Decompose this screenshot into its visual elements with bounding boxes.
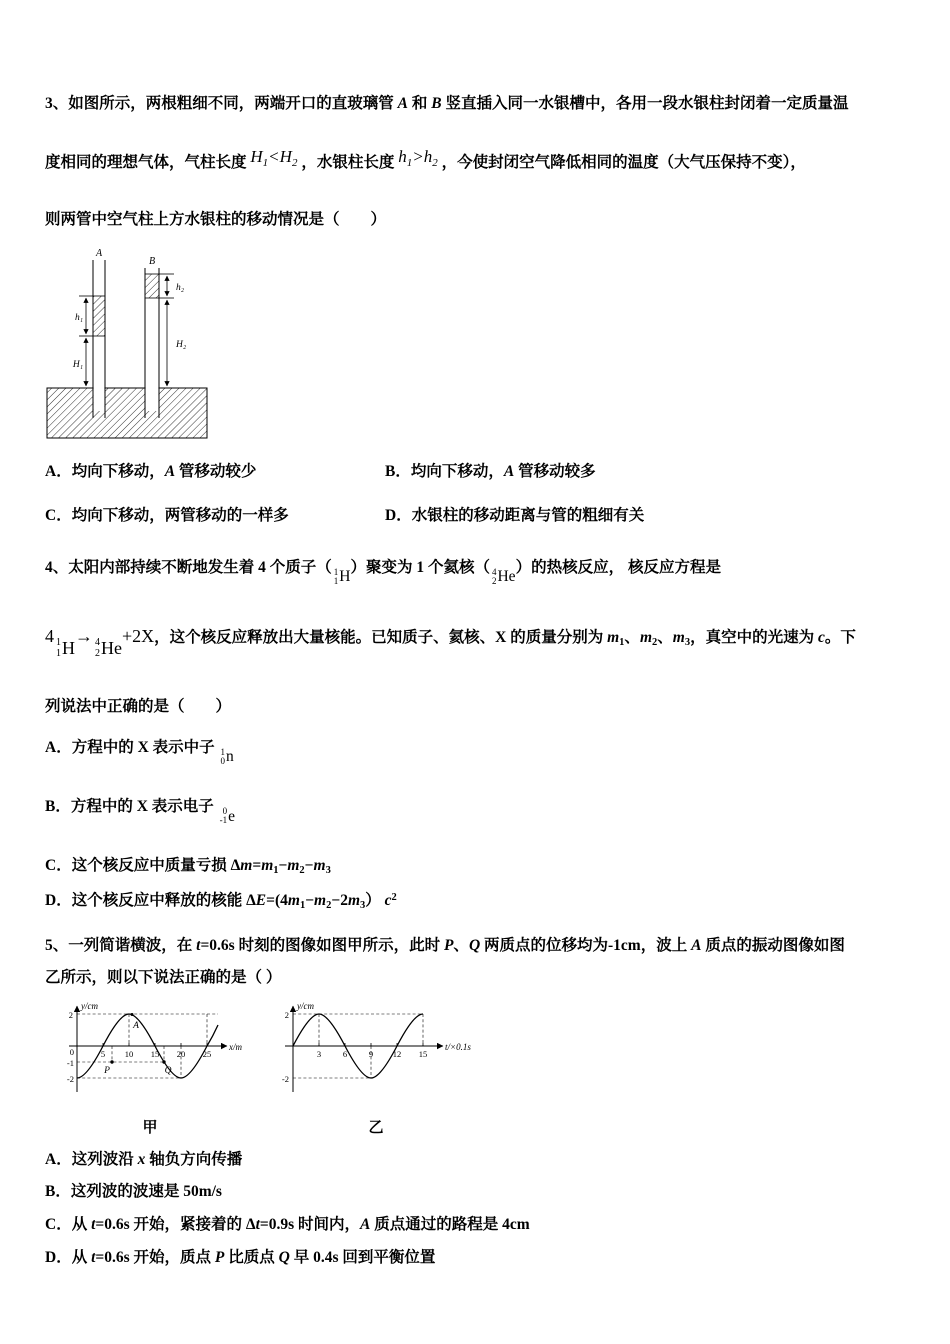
q3-option-d: D．水银柱的移动距离与管的粗细有关 xyxy=(385,507,645,525)
point-Q xyxy=(162,1060,165,1063)
wave-graph-yi-figure xyxy=(271,998,481,1137)
jia-xtick-5: 5 xyxy=(100,1048,106,1059)
q4-option-c: C．这个核反应中质量亏损 $\Delta m=m_1-m_2-m_3$ xyxy=(45,857,331,877)
jia-xtick-15: 15 xyxy=(150,1048,160,1059)
jia-ytick-m2: -2 xyxy=(66,1073,74,1084)
h2-label: h₂ xyxy=(176,283,185,294)
wave-graph-jia xyxy=(55,998,245,1114)
mercury-column-a xyxy=(93,296,105,336)
q5-option-a: A．这列波沿 x 轴负方向传播 xyxy=(45,1150,243,1168)
yi-caption: 乙 xyxy=(368,1119,384,1136)
q3-text-line-3: 则两管中空气柱上方水银柱的移动情况是（ ） xyxy=(45,211,387,229)
figure-wave-graphs xyxy=(55,998,905,1137)
q4-text-line-3: 列说法中正确的是（ ） xyxy=(45,697,232,715)
jia-ytick-2: 2 xyxy=(68,1009,73,1020)
question-5 xyxy=(45,934,905,1269)
yi-xlabel: t/×0.1s xyxy=(445,1041,471,1052)
jia-xtick-25: 25 xyxy=(202,1048,212,1059)
q3-text-line-2: 度相同的理想气体，气柱长度 H1<H2 ，水银柱长度 h1>h2 ，今使封闭空气降低相同的温度（大气压保持不变）， xyxy=(45,147,806,172)
jia-caption: 甲 xyxy=(142,1119,158,1136)
q5-option-c: C．从 t=0.6s 开始，紧接着的 Δt=0.9s 时间内，A 质点通过的路程是 4cm xyxy=(45,1216,530,1234)
yi-ytick-m2: -2 xyxy=(281,1073,289,1084)
figure-mercury-tubes xyxy=(45,246,905,447)
q3-text-line-1: 3、如图所示，两根粗细不同，两端开口的直玻璃管 A 和 B 竖直插入同一水银槽中，各用一段水银柱封闭着一定质量温 xyxy=(45,95,849,112)
q4-option-a: A．方程中的 X 表示中子 1 0 n xyxy=(45,738,234,767)
q5-option-d: D．从 t=0.6s 开始，质点 P 比质点 Q 早 0.4s 回到平衡位置 xyxy=(45,1248,436,1266)
jia-xtick-20: 20 xyxy=(176,1048,186,1059)
yi-xtick-6: 6 xyxy=(342,1048,348,1059)
q5-option-b: B．这列波的波速是 50m/s xyxy=(45,1183,222,1201)
q4-text-line-1: 4、太阳内部持续不断地发生着 4 个质子（ 1 1 H ）聚变为 1 个氦核（ 4 2 He ）的热核反应， 核反应方程是 xyxy=(45,558,721,587)
wave-graph-yi xyxy=(271,998,481,1114)
wave-graph-jia-figure xyxy=(55,998,245,1137)
point-A xyxy=(131,1013,134,1016)
point-P xyxy=(110,1060,113,1063)
tube-b-interior xyxy=(146,387,159,411)
jia-ytick-m1: -1 xyxy=(66,1057,74,1068)
yi-ytick-2: 2 xyxy=(284,1009,289,1020)
q5-text-line-1: 5、一列简谐横波，在 t=0.6s 时刻的图像如图甲所示，此时 P、Q 两质点的位移均为-1cm，波上 A 质点的振动图像如图 xyxy=(45,936,845,954)
tube-b-label: B xyxy=(148,256,156,268)
mercury-column-b xyxy=(145,274,159,298)
jia-point-P-label: P xyxy=(104,1065,110,1076)
h1-label: h₁ xyxy=(74,313,83,324)
jia-xlabel: x/m xyxy=(229,1041,242,1052)
q5-text-line-2: 乙所示，则以下说法正确的是（ ） xyxy=(45,968,282,986)
jia-ytick-0: 0 xyxy=(69,1046,74,1057)
q3-option-a: A．均向下移动，A 管移动较少 xyxy=(45,463,257,481)
yi-ylabel: y/cm xyxy=(297,1000,314,1011)
q3-option-b: B．均向下移动，A 管移动较多 xyxy=(385,463,596,481)
jia-point-A-label: A xyxy=(133,1020,139,1031)
q3-option-c: C．均向下移动，两管移动的一样多 xyxy=(45,507,289,525)
H1-label: H₁ xyxy=(72,360,83,371)
tube-a-label: A xyxy=(95,248,103,260)
jia-ylabel: y/cm xyxy=(81,1000,98,1011)
q3-options xyxy=(45,461,905,537)
jia-point-Q-label: Q xyxy=(164,1065,172,1076)
yi-xtick-12: 12 xyxy=(392,1048,402,1059)
q4-option-b: B．方程中的 X 表示电子 0 -1 e xyxy=(45,797,236,826)
tube-a-interior xyxy=(94,387,105,411)
yi-xtick-9: 9 xyxy=(368,1048,374,1059)
mercury-trough xyxy=(47,388,207,438)
q4-option-d: D．这个核反应中释放的核能 $\Delta E=(4m_1-m_2-2m_3)$ $c^2$ xyxy=(45,891,397,911)
question-4 xyxy=(45,556,905,914)
H2-label: H₂ xyxy=(176,340,187,351)
yi-xtick-15: 15 xyxy=(418,1048,428,1059)
yi-xtick-3: 3 xyxy=(316,1048,322,1059)
q4-reaction-equation-line: 4 1 1 H → 4 2 He +2X，这个核反应释放出大量核能。已知质子、氦核、X 的质量分别为 $m_1$、$m_2$、$m_3$，真空中的光速为 c。下 xyxy=(45,626,856,659)
mercury-tubes-diagram xyxy=(45,246,215,442)
jia-xtick-10: 10 xyxy=(124,1048,134,1059)
question-3 xyxy=(45,92,905,538)
